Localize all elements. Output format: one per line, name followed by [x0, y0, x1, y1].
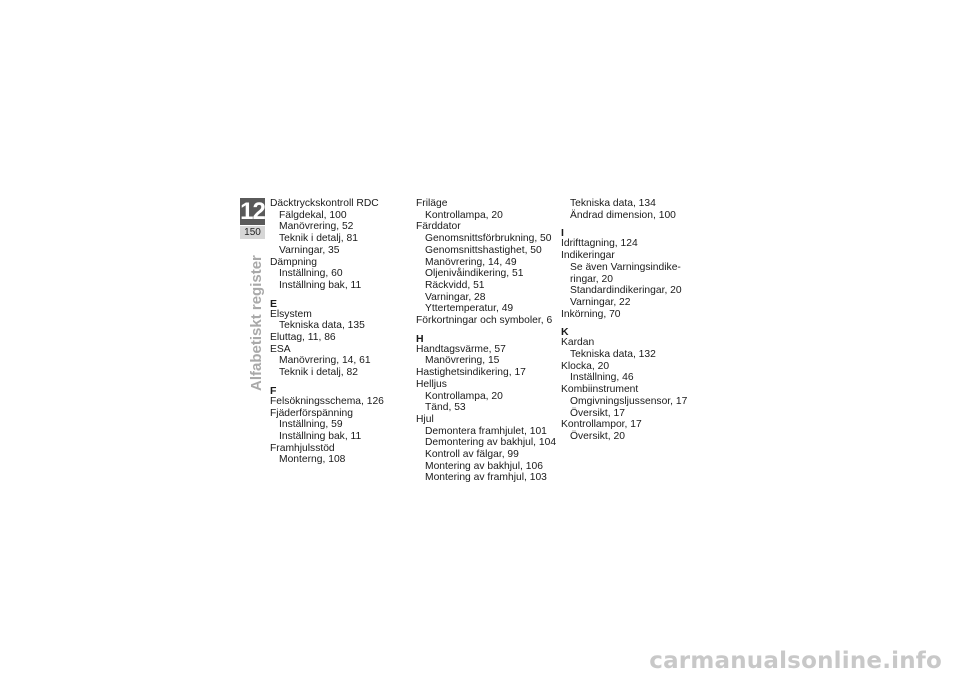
index-letter-heading: F: [270, 384, 277, 397]
index-entry: Framhjulsstöd: [270, 442, 335, 454]
index-entry: Hjul: [416, 413, 434, 425]
index-subentry: Tänd, 53: [425, 402, 466, 414]
index-entry: Kardan: [561, 337, 595, 349]
index-subentry: Översikt, 17: [570, 407, 625, 419]
index-subentry: Montering av framhjul, 103: [425, 472, 547, 484]
index-column-3: [561, 198, 703, 443]
index-letter-heading: I: [561, 227, 564, 240]
index-subentry: Ändrad dimension, 100: [570, 209, 676, 221]
index-entry: Klocka, 20: [561, 360, 610, 372]
index-subentry: ringar, 20: [570, 273, 613, 285]
section-title-vertical: Alfabetiskt register: [248, 255, 265, 391]
index-entry: Dämpning: [270, 256, 317, 268]
index-subentry: Manövrering, 14, 49: [425, 256, 517, 268]
index-subentry: Tekniska data, 134: [570, 198, 656, 209]
index-entry: Felsökningsschema, 126: [270, 395, 384, 407]
index-entry: Idrifttagning, 124: [561, 238, 638, 250]
index-subentry: Manövrering, 52: [279, 221, 354, 233]
index-subentry: Demontering av bakhjul, 104: [425, 437, 557, 449]
index-entry: Färddator: [416, 221, 461, 233]
page-number: 150: [240, 226, 265, 239]
index-subentry: Manövrering, 15: [425, 355, 500, 367]
index-subentry: Tekniska data, 132: [570, 349, 656, 361]
index-subentry: Monterng, 108: [279, 454, 346, 466]
index-subentry: Teknik i detalj, 81: [279, 233, 358, 245]
index-letter-heading: K: [561, 326, 569, 339]
index-subentry: Varningar, 35: [279, 244, 340, 256]
index-column-2: [416, 198, 558, 484]
index-subentry: Räckvidd, 51: [425, 279, 485, 291]
index-entry: Elsystem: [270, 308, 312, 320]
index-subentry: Inställning, 59: [279, 419, 343, 431]
index-entry: Förkortningar och symboler, 6: [416, 315, 553, 327]
index-subentry: Kontrollampa, 20: [425, 390, 503, 402]
index-subentry: Genomsnittshastighet, 50: [425, 244, 542, 256]
index-subentry: Inställning, 60: [279, 268, 343, 280]
index-subentry: Genomsnittsförbrukning, 50: [425, 233, 552, 245]
index-entry: Handtagsvärme, 57: [416, 343, 506, 355]
index-subentry: Manövrering, 14, 61: [279, 355, 371, 367]
index-subentry: Tekniska data, 135: [279, 320, 365, 332]
index-subentry: Inställning bak, 11: [279, 279, 362, 291]
index-subentry: Varningar, 22: [570, 296, 631, 308]
index-subentry: Omgivningsljussensor, 17: [570, 395, 688, 407]
index-subentry: Teknik i detalj, 82: [279, 367, 358, 379]
index-subentry: Fälgdekal, 100: [279, 209, 347, 221]
index-column-1: [270, 198, 412, 466]
index-letter-heading: H: [416, 332, 424, 345]
index-subentry: Inställning bak, 11: [279, 430, 362, 442]
index-entry: Inkörning, 70: [561, 308, 621, 320]
index-subentry: Översikt, 20: [570, 430, 625, 442]
index-letter-heading: E: [270, 297, 278, 310]
index-entry: Eluttag, 11, 86: [270, 332, 336, 344]
index-entry: Fjäderförspänning: [270, 407, 353, 419]
index-entry: ESA: [270, 343, 291, 355]
index-subentry: Kontrollampa, 20: [425, 209, 503, 221]
index-subentry: Se även Varningsindike-: [570, 261, 681, 273]
chapter-tab: [240, 198, 265, 239]
index-entry: Friläge: [416, 198, 448, 209]
index-entry: Kontrollampor, 17: [561, 419, 642, 431]
index-subentry: Inställning, 46: [570, 372, 634, 384]
watermark: carmanualsonline.info: [649, 648, 942, 674]
index-subentry: Standardindikeringar, 20: [570, 285, 682, 297]
index-subentry: Yttertemperatur, 49: [425, 303, 514, 315]
index-subentry: Varningar, 28: [425, 291, 486, 303]
index-entry: Kombiinstrument: [561, 384, 639, 396]
index-entry: Helljus: [416, 378, 447, 390]
chapter-number: 12: [240, 198, 265, 225]
index-subentry: Montering av bakhjul, 106: [425, 460, 543, 472]
index-subentry: Oljenivåindikering, 51: [425, 268, 524, 280]
index-entry: Däcktryckskontroll RDC: [270, 198, 379, 209]
index-subentry: Kontroll av fälgar, 99: [425, 449, 519, 461]
index-entry: Hastighetsindikering, 17: [416, 367, 526, 379]
index-subentry: Demontera framhjulet, 101: [425, 425, 547, 437]
index-entry: Indikeringar: [561, 250, 615, 262]
